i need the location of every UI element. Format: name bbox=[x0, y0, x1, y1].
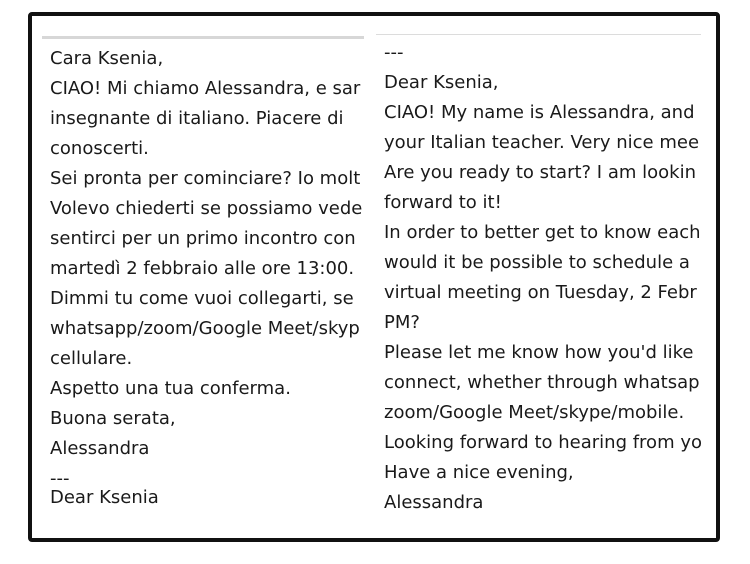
message-line: zoom/Google Meet/skype/mobile. bbox=[384, 402, 685, 423]
panel-top-bar bbox=[376, 34, 701, 35]
message-line: Are you ready to start? I am lookin bbox=[384, 162, 696, 183]
message-line: PM? bbox=[384, 312, 420, 333]
message-line: whatsapp/zoom/Google Meet/skyp bbox=[50, 318, 360, 339]
message-line: Buona serata, bbox=[50, 408, 176, 429]
message-line: Have a nice evening, bbox=[384, 462, 574, 483]
italian-message-panel bbox=[42, 26, 364, 508]
message-line: Cara Ksenia, bbox=[50, 48, 164, 69]
message-line: sentirci per un primo incontro con bbox=[50, 228, 356, 249]
message-line: would it be possible to schedule a bbox=[384, 252, 690, 273]
message-line: Sei pronta per cominciare? Io molt bbox=[50, 168, 361, 189]
message-line: --- bbox=[50, 468, 70, 489]
message-line: cellulare. bbox=[50, 348, 133, 369]
message-line: Alessandra bbox=[50, 438, 150, 459]
message-line: connect, whether through whatsap bbox=[384, 372, 700, 393]
message-line: Alessandra bbox=[384, 492, 484, 513]
message-line: your Italian teacher. Very nice mee bbox=[384, 132, 700, 153]
message-line: Dimmi tu come vuoi collegarti, se bbox=[50, 288, 354, 309]
message-line: --- bbox=[384, 42, 404, 63]
message-line: martedì 2 febbraio alle ore 13:00. bbox=[50, 258, 355, 279]
english-message-text bbox=[384, 38, 702, 518]
message-line: Looking forward to hearing from yo bbox=[384, 432, 702, 453]
message-line: Aspetto una tua conferma. bbox=[50, 378, 291, 399]
message-line: conoscerti. bbox=[50, 138, 149, 159]
message-line: virtual meeting on Tuesday, 2 Febr bbox=[384, 282, 697, 303]
message-line: In order to better get to know each bbox=[384, 222, 701, 243]
message-line: forward to it! bbox=[384, 192, 502, 213]
cut-off-line: Dear Ksenia bbox=[50, 487, 159, 508]
english-message-panel bbox=[376, 34, 701, 512]
message-line: Please let me know how you'd like bbox=[384, 342, 694, 363]
message-line: Dear Ksenia, bbox=[384, 72, 499, 93]
italian-message-text bbox=[50, 44, 362, 494]
message-line: insegnante di italiano. Piacere di bbox=[50, 108, 344, 129]
panel-top-bar bbox=[42, 36, 364, 39]
message-line: Volevo chiederti se possiamo vede bbox=[50, 198, 363, 219]
message-line: CIAO! My name is Alessandra, and bbox=[384, 102, 695, 123]
message-line: CIAO! Mi chiamo Alessandra, e sar bbox=[50, 78, 361, 99]
